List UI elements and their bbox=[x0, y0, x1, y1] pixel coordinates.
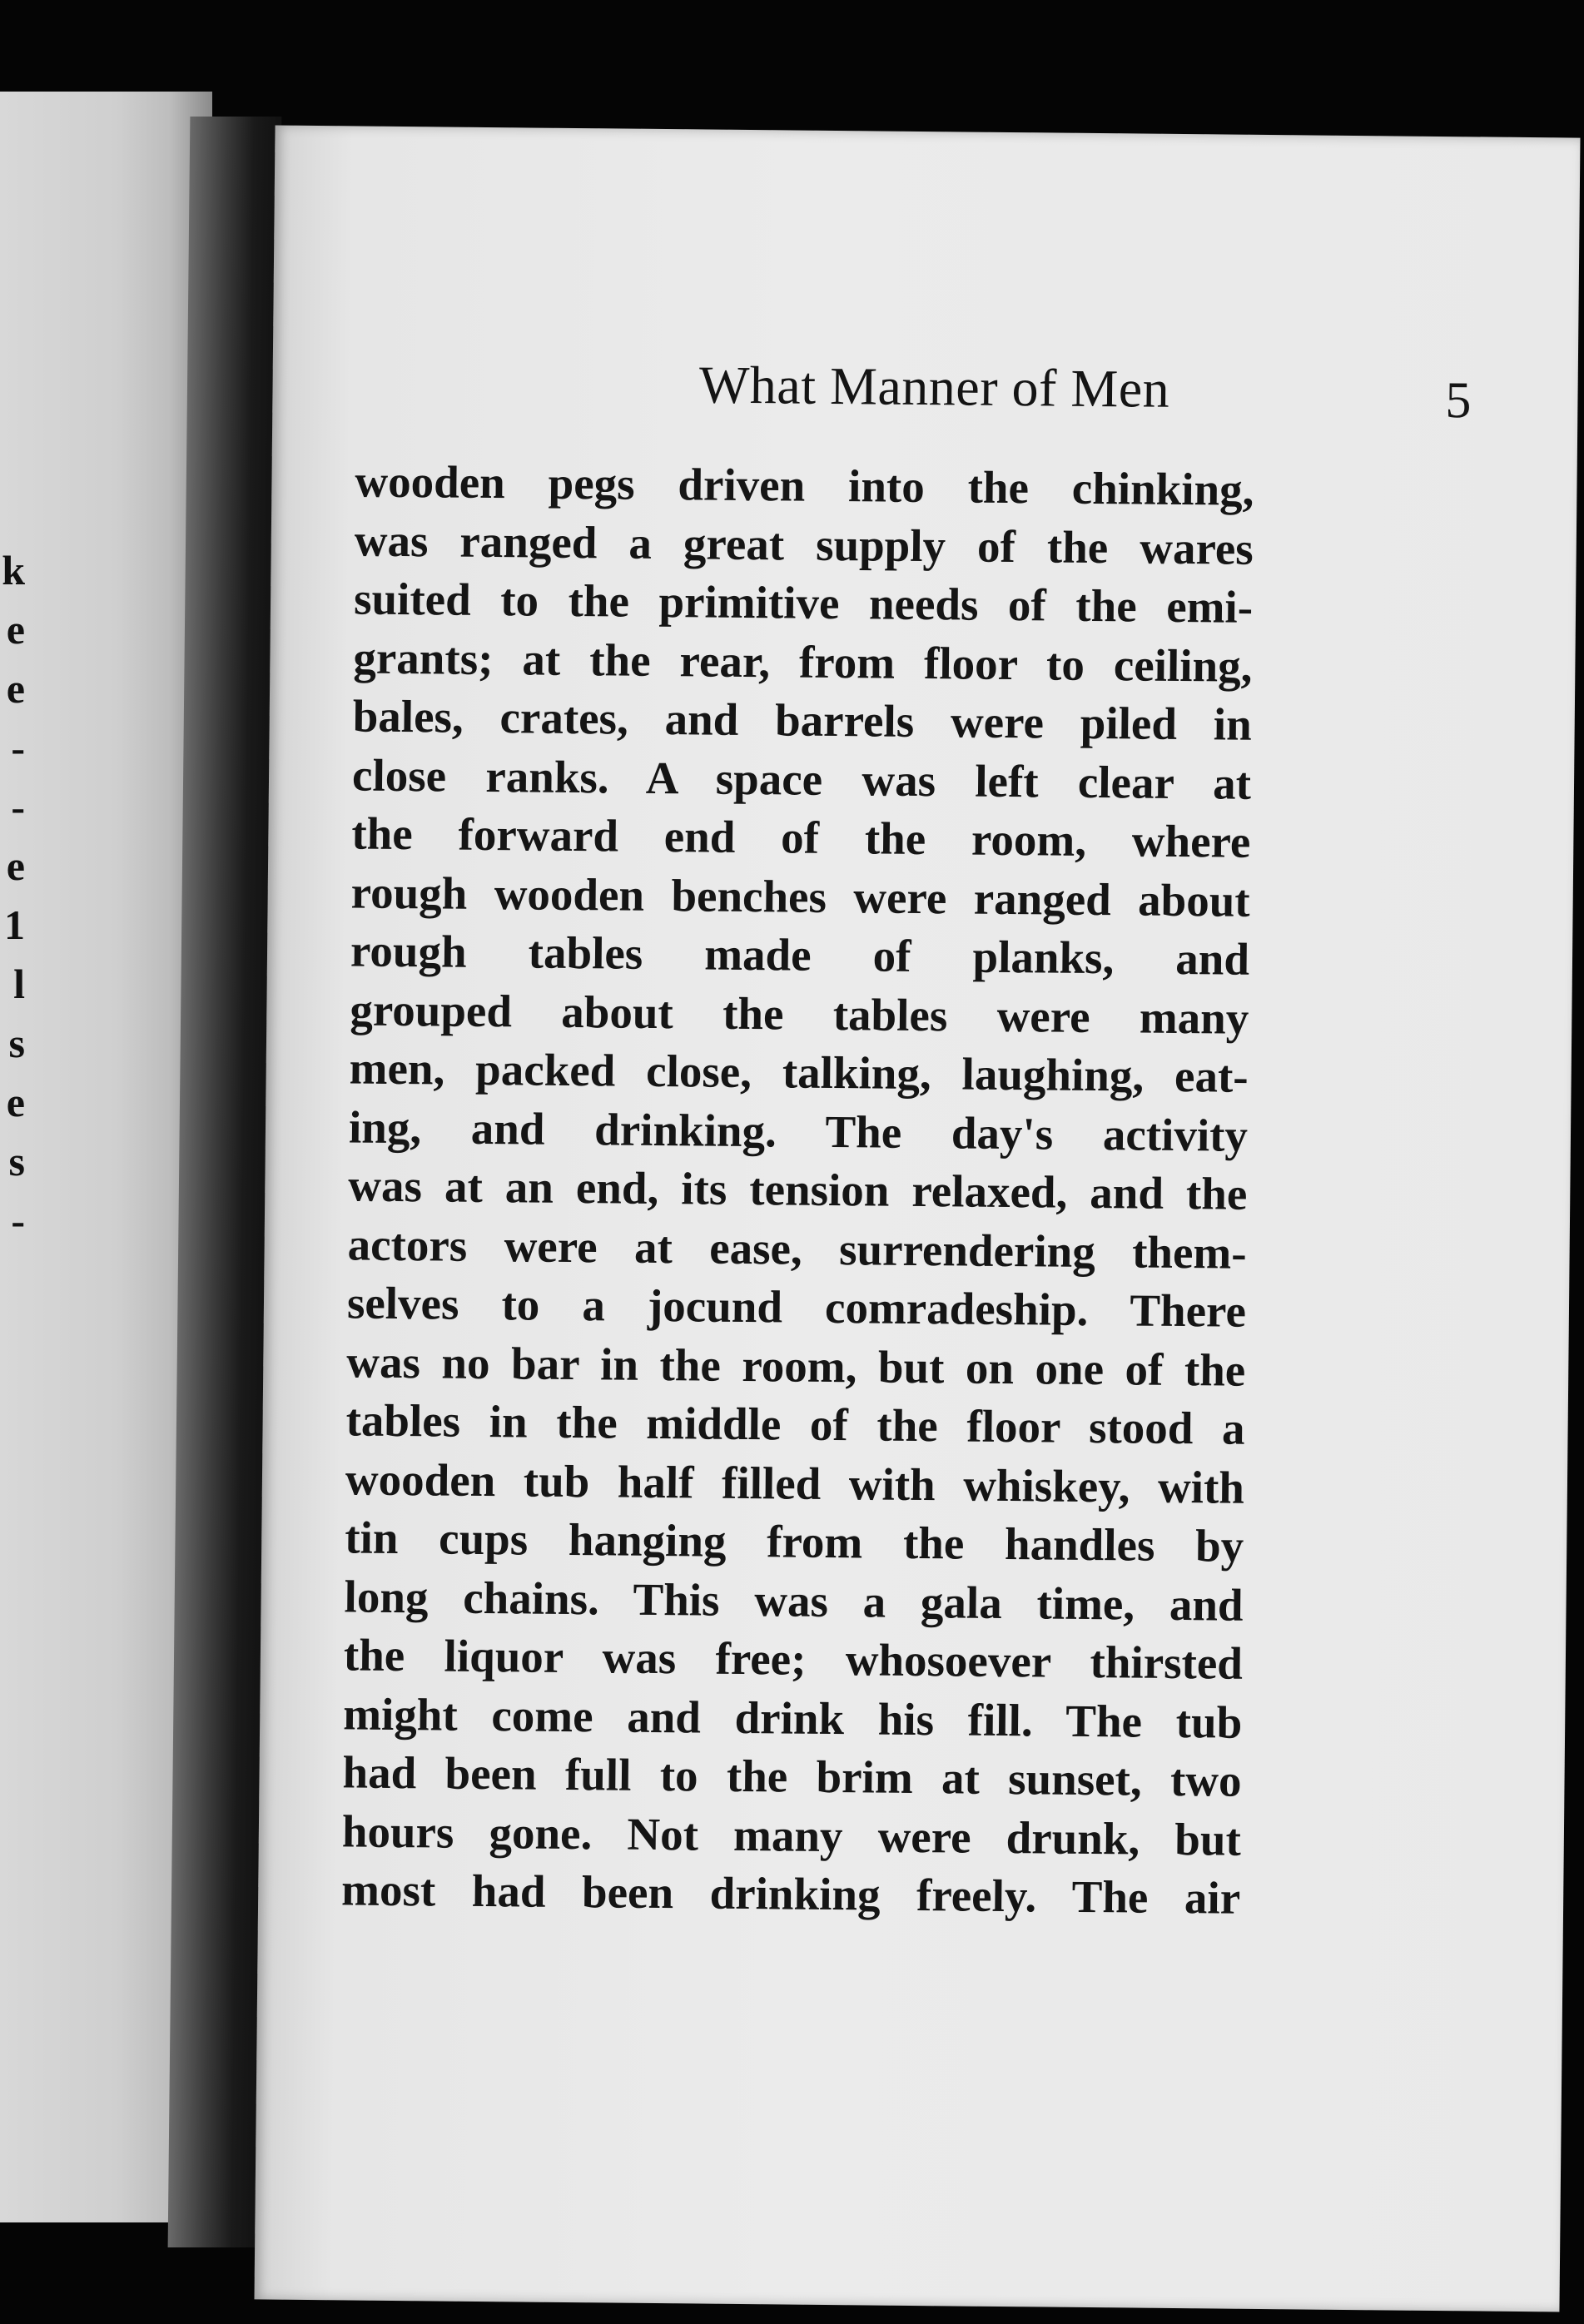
edge-letter: - bbox=[11, 724, 25, 771]
text-line: men, packed close, talking, laughing, eat- bbox=[349, 1042, 1249, 1102]
edge-letter: k bbox=[2, 547, 25, 593]
text-line: was at an end, its tension relaxed, and the bbox=[348, 1160, 1248, 1219]
edge-letter: e bbox=[6, 606, 25, 653]
edge-letter: s bbox=[8, 1020, 25, 1066]
running-head: What Manner of Men bbox=[698, 355, 1170, 419]
text-line: tables in the middle of the floor stood a bbox=[345, 1394, 1245, 1454]
text-line: bales, crates, and barrels were piled in bbox=[352, 690, 1253, 750]
facing-page-edge-text bbox=[0, 541, 25, 1250]
text-line: the liquor was free; whosoever thirsted bbox=[343, 1629, 1244, 1689]
text-line: actors were at ease, surrendering them- bbox=[347, 1218, 1247, 1279]
text-line: close ranks. A space was left clear at bbox=[351, 748, 1252, 809]
text-line: rough wooden benches were ranged about bbox=[350, 866, 1250, 926]
text-line: grouped about the tables were many bbox=[350, 983, 1249, 1044]
page-number: 5 bbox=[1445, 372, 1472, 430]
text-line: long chains. This was a gala time, and bbox=[344, 1570, 1244, 1631]
text-line: rough tables made of planks, and bbox=[350, 925, 1250, 985]
text-line: grants; at the rear, from floor to ceiling, bbox=[353, 631, 1253, 692]
text-line: wooden tub half filled with whiskey, with bbox=[345, 1452, 1245, 1513]
page-header bbox=[539, 353, 1472, 437]
text-line: hours gone. Not many were drunk, but bbox=[341, 1805, 1242, 1865]
edge-letter: e bbox=[6, 1079, 25, 1125]
text-line: suited to the primitive needs of the emi- bbox=[353, 573, 1254, 633]
text-line: might come and drink his fill. The tub bbox=[342, 1687, 1243, 1748]
text-line: most had been drinking freely. The air bbox=[340, 1864, 1241, 1924]
text-line: had been full to the brim at sunset, two bbox=[342, 1746, 1242, 1806]
text-line: wooden pegs driven into the chinking, bbox=[355, 455, 1254, 515]
text-line: the forward end of the room, where bbox=[351, 807, 1251, 867]
edge-letter: e bbox=[6, 665, 25, 712]
edge-letter: e bbox=[6, 842, 25, 889]
text-line: ing, and drinking. The day's activity bbox=[348, 1100, 1249, 1161]
edge-letter: - bbox=[11, 783, 25, 830]
edge-letter: s bbox=[8, 1138, 25, 1184]
text-line: selves to a jocund comradeship. There bbox=[346, 1277, 1247, 1337]
edge-letter: - bbox=[11, 1197, 25, 1244]
text-line: was no bar in the room, but on one of the bbox=[346, 1335, 1246, 1396]
body-text bbox=[341, 452, 1254, 1928]
text-line: was ranged a great supply of the wares bbox=[354, 514, 1254, 574]
edge-letter: l bbox=[13, 961, 25, 1007]
book-page bbox=[254, 126, 1580, 2312]
edge-letter: 1 bbox=[4, 901, 25, 948]
text-line: tin cups hanging from the handles by bbox=[344, 1512, 1244, 1572]
